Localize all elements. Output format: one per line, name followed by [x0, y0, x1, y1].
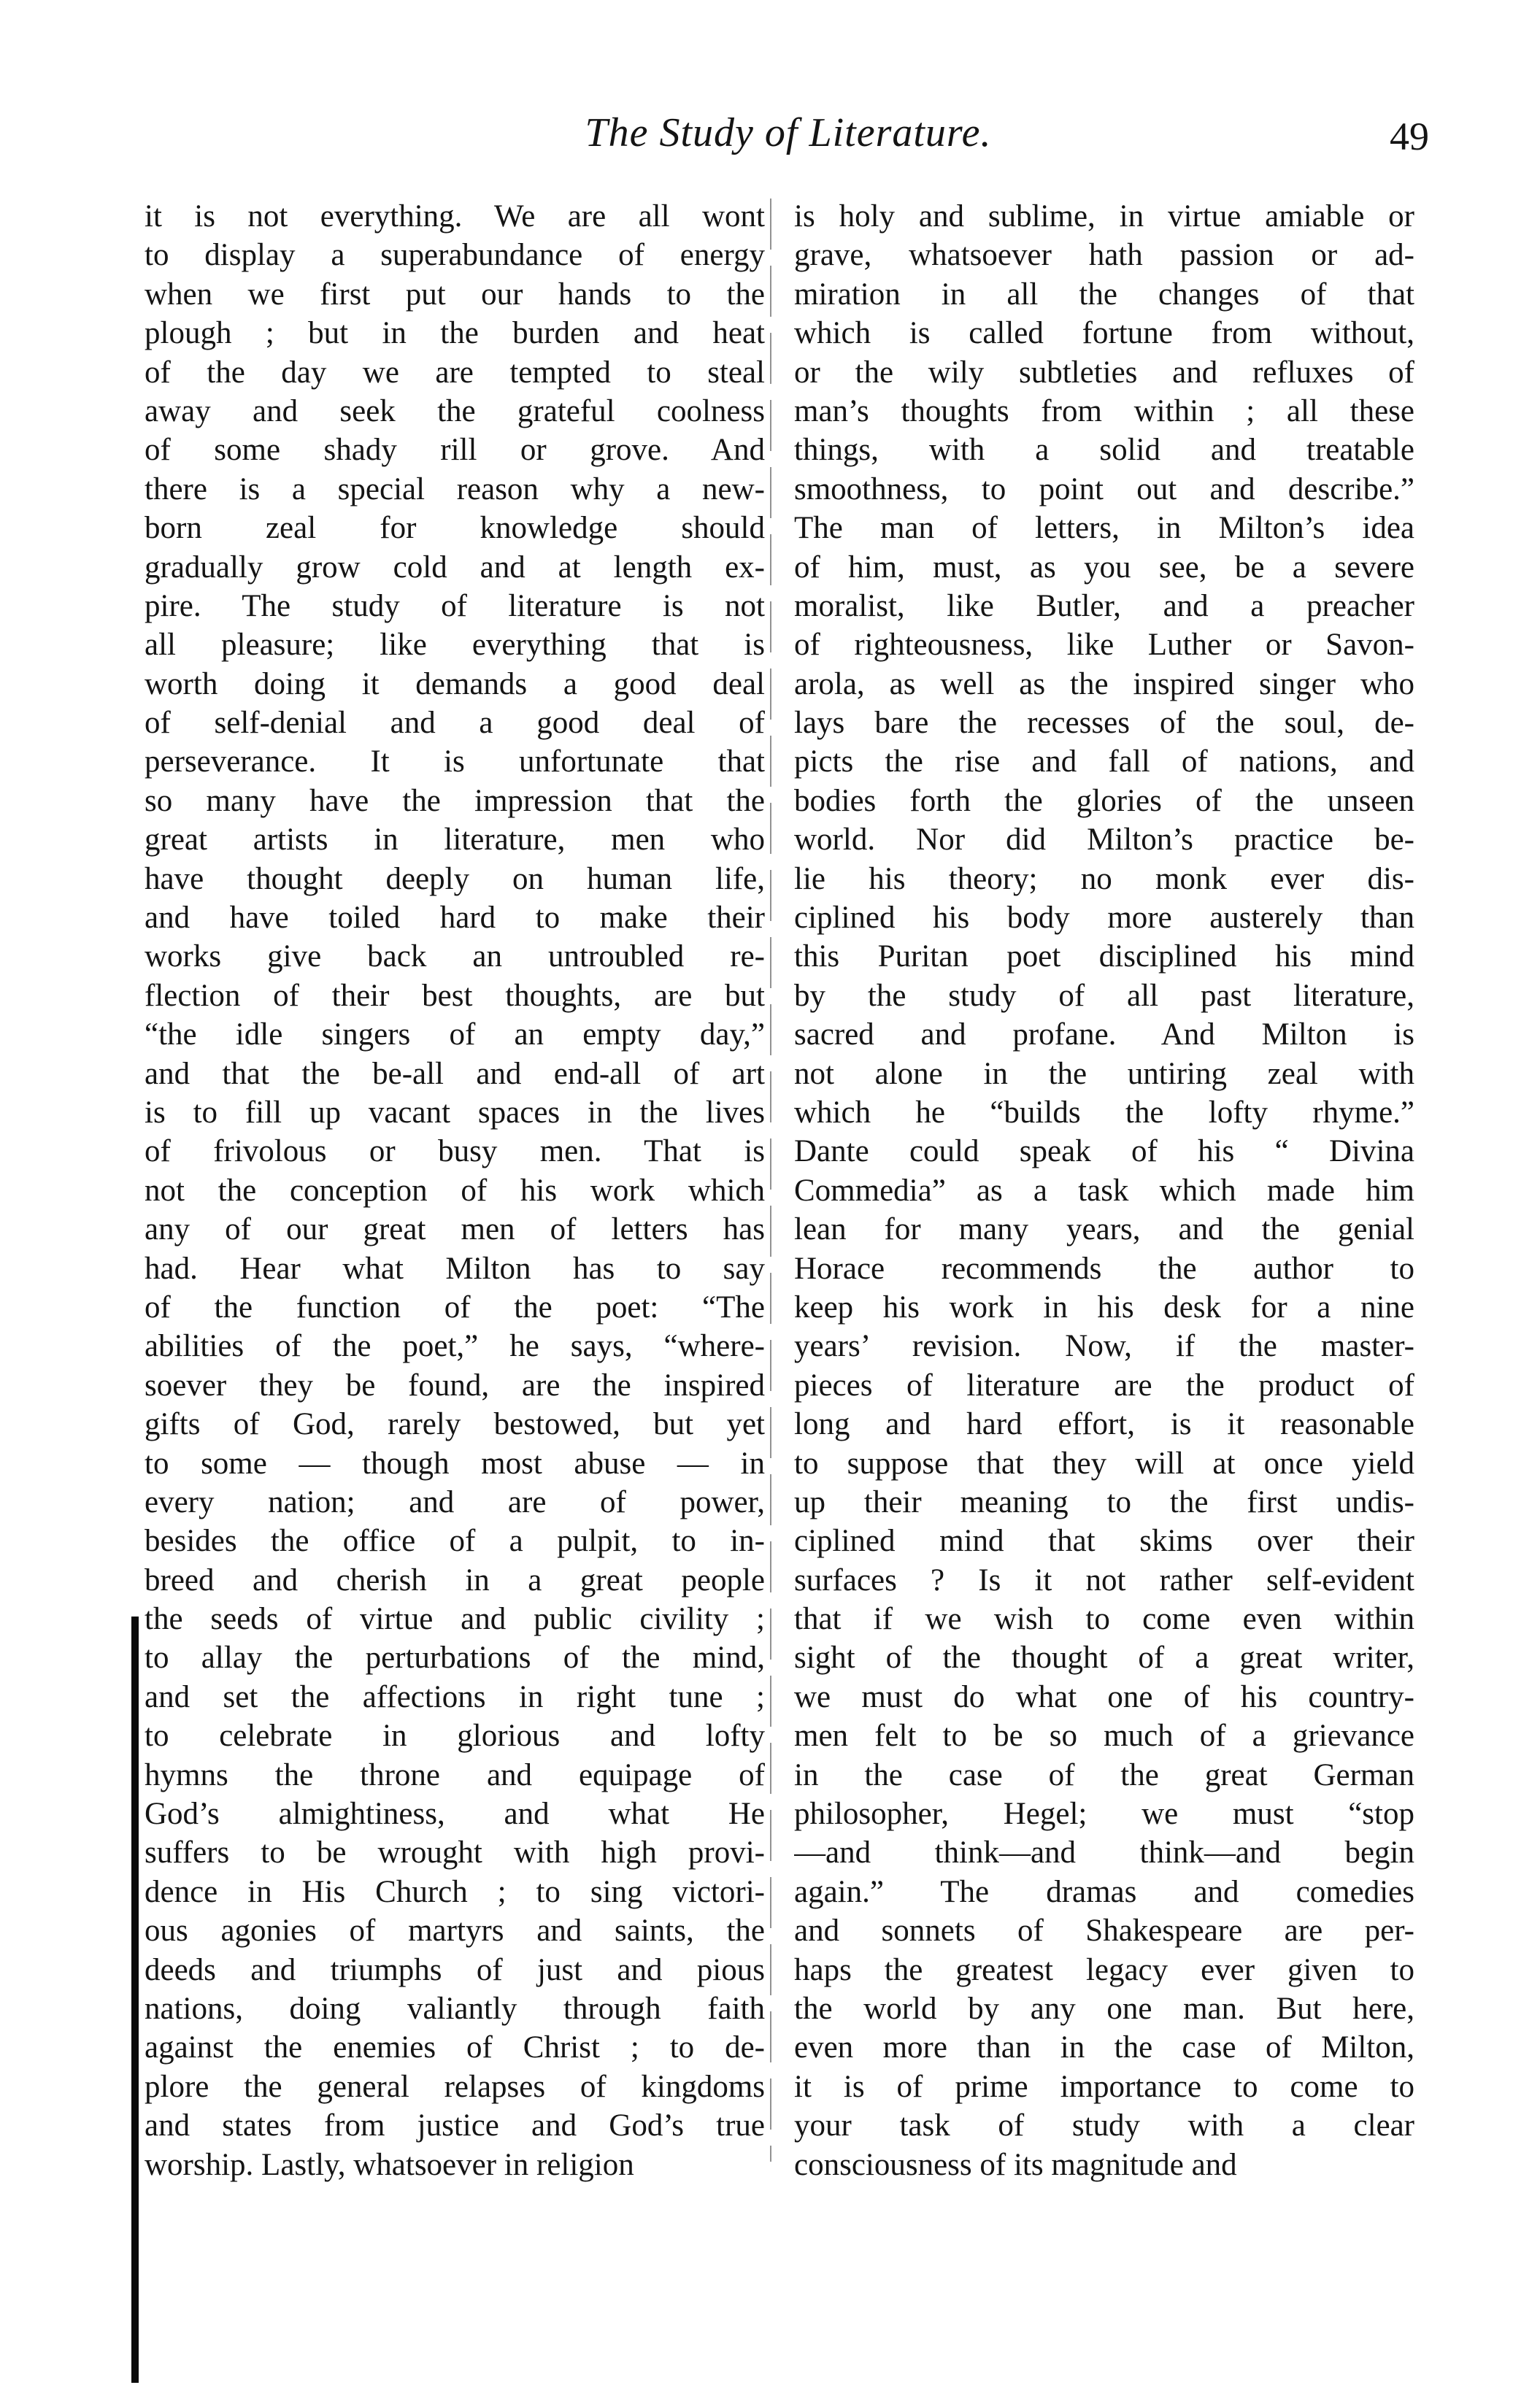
- column-divider: [770, 199, 771, 2162]
- right-column-line: it is of prime importance to come to: [794, 2069, 1414, 2104]
- binding-edge-shadow: [131, 1617, 139, 2383]
- left-column-line: plough ; but in the burden and heat: [145, 316, 765, 351]
- left-column-line: dence in His Church ; to sing victori-: [145, 1874, 765, 1909]
- right-column-line: of righteousness, like Luther or Savon-: [794, 628, 1414, 663]
- right-column-line: is holy and sublime, in virtue amiable or: [794, 199, 1414, 234]
- right-column-line: that if we wish to come even within: [794, 1602, 1414, 1637]
- left-column-line: away and seek the grateful coolness: [145, 393, 765, 428]
- left-column-line: it is not everything. We are all wont: [145, 199, 765, 234]
- left-column-line: to allay the perturbations of the mind,: [145, 1641, 765, 1676]
- right-column-line: and sonnets of Shakespeare are per-: [794, 1914, 1414, 1949]
- right-column-line: long and hard effort, is it reasonable: [794, 1407, 1414, 1442]
- left-column-line: God’s almightiness, and what He: [145, 1797, 765, 1832]
- left-column-line: the seeds of virtue and public civility ;: [145, 1602, 765, 1637]
- right-column-line: ciplined mind that skims over their: [794, 1524, 1414, 1559]
- right-column-line: we must do what one of his country-: [794, 1679, 1414, 1714]
- right-column-line: miration in all the changes of that: [794, 277, 1414, 312]
- left-column-line: hymns the throne and equipage of: [145, 1757, 765, 1792]
- right-column-line: world. Nor did Milton’s practice be-: [794, 822, 1414, 858]
- right-column-line: lays bare the recesses of the soul, de-: [794, 706, 1414, 741]
- left-column-line: had. Hear what Milton has to say: [145, 1251, 765, 1286]
- left-column-line: have thought deeply on human life,: [145, 861, 765, 896]
- left-column-line: abilities of the poet,” he says, “where-: [145, 1329, 765, 1364]
- left-column-line: is to fill up vacant spaces in the lives: [145, 1095, 765, 1130]
- right-column-line: grave, whatsoever hath passion or ad-: [794, 238, 1414, 273]
- running-title: The Study of Literature.: [585, 110, 992, 155]
- right-column-line: picts the rise and fall of nations, and: [794, 744, 1414, 779]
- right-column-line: things, with a solid and treatable: [794, 433, 1414, 468]
- left-column-line: soever they be found, are the inspired: [145, 1368, 765, 1403]
- right-column-line: consciousness of its magnitude and: [794, 2147, 1237, 2182]
- right-column-line: even more than in the case of Milton,: [794, 2030, 1414, 2065]
- right-column-line: bodies forth the glories of the unseen: [794, 783, 1414, 818]
- left-column-line: of the day we are tempted to steal: [145, 355, 765, 390]
- left-column-line: when we first put our hands to the: [145, 277, 765, 312]
- left-column-line: great artists in literature, men who: [145, 822, 765, 858]
- left-column-line: and set the affections in right tune ;: [145, 1679, 765, 1714]
- left-column-line: flection of their best thoughts, are but: [145, 978, 765, 1013]
- right-column-line: not alone in the untiring zeal with: [794, 1056, 1414, 1091]
- right-column-line: The man of letters, in Milton’s idea: [794, 511, 1414, 546]
- right-column-line: arola, as well as the inspired singer who: [794, 666, 1414, 701]
- left-column-line: every nation; and are of power,: [145, 1484, 765, 1519]
- left-column-line: of self-denial and a good deal of: [145, 706, 765, 741]
- left-column-line: all pleasure; like everything that is: [145, 628, 765, 663]
- left-column-line: perseverance. It is unfortunate that: [145, 744, 765, 779]
- left-column-line: there is a special reason why a new-: [145, 471, 765, 506]
- right-column-line: years’ revision. Now, if the master-: [794, 1329, 1414, 1364]
- left-column-line: gradually grow cold and at length ex-: [145, 550, 765, 585]
- right-column-line: —and think—and think—and begin: [794, 1835, 1414, 1870]
- right-column-line: men felt to be so much of a grievance: [794, 1719, 1414, 1754]
- left-column-line: and have toiled hard to make their: [145, 901, 765, 936]
- left-column-line: breed and cherish in a great people: [145, 1563, 765, 1598]
- right-column-line: surfaces ? Is it not rather self-evident: [794, 1563, 1414, 1598]
- left-column-line: and that the be-all and end-all of art: [145, 1056, 765, 1091]
- right-column-line: Dante could speak of his “ Divina: [794, 1134, 1414, 1169]
- right-column-line: your task of study with a clear: [794, 2108, 1414, 2143]
- right-column-line: which is called fortune from without,: [794, 316, 1414, 351]
- right-column-line: keep his work in his desk for a nine: [794, 1290, 1414, 1325]
- right-column-line: Commedia” as a task which made him: [794, 1173, 1414, 1208]
- right-column-line: in the case of the great German: [794, 1757, 1414, 1792]
- right-column-line: which he “builds the lofty rhyme.”: [794, 1095, 1414, 1130]
- left-column-line: worship. Lastly, whatsoever in religion: [145, 2147, 634, 2182]
- left-column-line: of some shady rill or grove. And: [145, 433, 765, 468]
- right-column-line: sacred and profane. And Milton is: [794, 1017, 1414, 1052]
- right-column-line: lie his theory; no monk ever dis-: [794, 861, 1414, 896]
- right-column-line: pieces of literature are the product of: [794, 1368, 1414, 1403]
- right-column-line: of him, must, as you see, be a severe: [794, 550, 1414, 585]
- left-column-line: so many have the impression that the: [145, 783, 765, 818]
- right-column-line: Horace recommends the author to: [794, 1251, 1414, 1286]
- left-column-line: works give back an untroubled re-: [145, 939, 765, 974]
- right-column-line: philosopher, Hegel; we must “stop: [794, 1797, 1414, 1832]
- left-column-line: of frivolous or busy men. That is: [145, 1134, 765, 1169]
- right-column-line: to suppose that they will at once yield: [794, 1446, 1414, 1481]
- right-column-line: haps the greatest legacy ever given to: [794, 1952, 1414, 1987]
- right-column-line: the world by any one man. But here,: [794, 1991, 1414, 2026]
- right-column-line: man’s thoughts from within ; all these: [794, 393, 1414, 428]
- left-column-line: born zeal for knowledge should: [145, 511, 765, 546]
- left-column-line: deeds and triumphs of just and pious: [145, 1952, 765, 1987]
- left-column-line: pire. The study of literature is not: [145, 588, 765, 623]
- left-column-line: not the conception of his work which: [145, 1173, 765, 1208]
- left-column-line: of the function of the poet: “The: [145, 1290, 765, 1325]
- right-column-line: this Puritan poet disciplined his mind: [794, 939, 1414, 974]
- left-column-line: suffers to be wrought with high provi-: [145, 1835, 765, 1870]
- left-text-column: [145, 197, 765, 2184]
- left-column-line: ous agonies of martyrs and saints, the: [145, 1914, 765, 1949]
- left-column-line: to display a superabundance of energy: [145, 238, 765, 273]
- left-column-line: and states from justice and God’s true: [145, 2108, 765, 2143]
- left-column-line: nations, doing valiantly through faith: [145, 1991, 765, 2026]
- left-column-line: against the enemies of Christ ; to de-: [145, 2030, 765, 2065]
- left-column-line: worth doing it demands a good deal: [145, 666, 765, 701]
- left-column-line: to celebrate in glorious and lofty: [145, 1719, 765, 1754]
- right-column-line: by the study of all past literature,: [794, 978, 1414, 1013]
- right-column-line: lean for many years, and the genial: [794, 1212, 1414, 1247]
- left-column-line: to some — though most abuse — in: [145, 1446, 765, 1481]
- right-column-line: up their meaning to the first undis-: [794, 1484, 1414, 1519]
- right-column-line: again.” The dramas and comedies: [794, 1874, 1414, 1909]
- left-column-line: gifts of God, rarely bestowed, but yet: [145, 1407, 765, 1442]
- left-column-line: any of our great men of letters has: [145, 1212, 765, 1247]
- right-column-line: smoothness, to point out and describe.”: [794, 471, 1414, 506]
- right-column-line: sight of the thought of a great writer,: [794, 1641, 1414, 1676]
- right-column-line: or the wily subtleties and refluxes of: [794, 355, 1414, 390]
- left-column-line: “the idle singers of an empty day,”: [145, 1017, 765, 1052]
- page-number: 49: [1390, 115, 1429, 158]
- right-text-column: [794, 197, 1414, 2184]
- left-column-line: besides the office of a pulpit, to in-: [145, 1524, 765, 1559]
- right-column-line: moralist, like Butler, and a preacher: [794, 588, 1414, 623]
- left-column-line: plore the general relapses of kingdoms: [145, 2069, 765, 2104]
- right-column-line: ciplined his body more austerely than: [794, 901, 1414, 936]
